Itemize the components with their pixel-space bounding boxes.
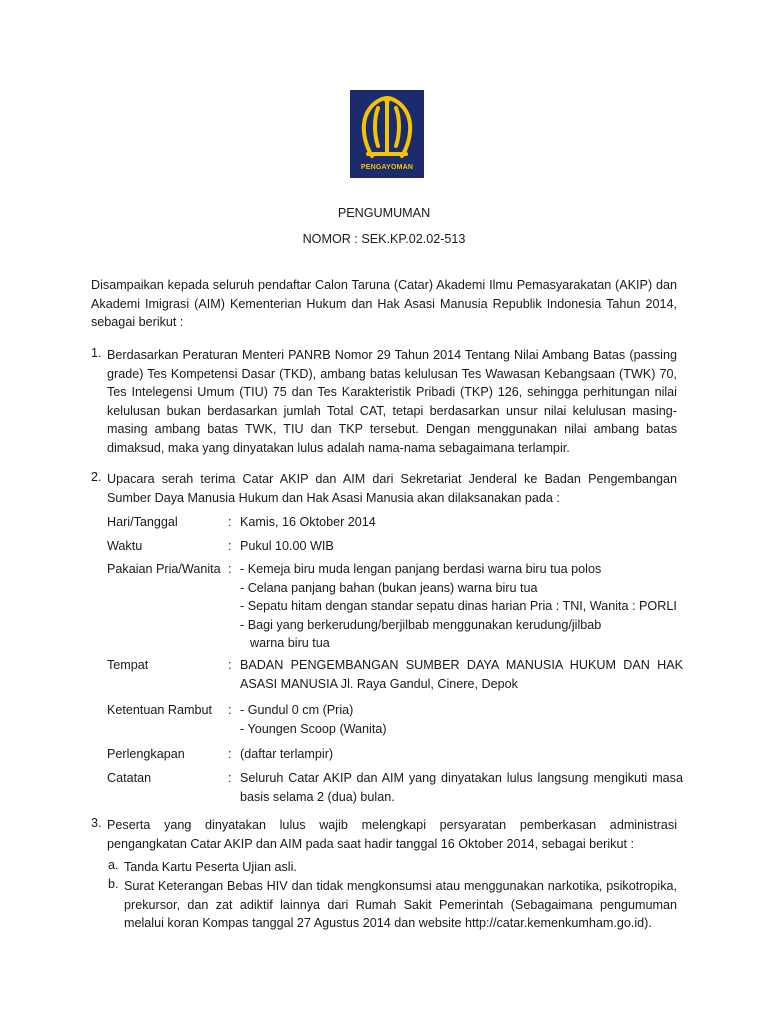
detail-colon: :	[228, 658, 232, 672]
hair-item: - Gundul 0 cm (Pria)	[240, 703, 354, 717]
detail-value: BADAN PENGEMBANGAN SUMBER DAYA MANUSIA HUKUM DAN HAK ASASI MANUSIA Jl. Raya Gandul, Cinere, Depok	[240, 658, 683, 691]
item-3-text: Peserta yang dinyatakan lulus wajib melengkapi persyaratan pemberkasan administrasi pengangkatan Catar AKIP dan AIM pada saat hadir tanggal 16 Oktober 2014, sebagai berikut :	[107, 818, 677, 851]
detail-colon: :	[228, 703, 232, 717]
detail-colon: :	[228, 515, 232, 529]
document-title: PENGUMUMAN	[337, 206, 431, 220]
clothing-item: - Celana panjang bahan (bukan jeans) warna biru tua	[240, 580, 538, 595]
detail-colon: :	[228, 771, 232, 785]
detail-colon: :	[228, 562, 232, 576]
clothing-item: - Bagi yang berkerudung/berjilbab menggunakan kerudung/jilbab	[240, 617, 602, 632]
item-number: 3.	[91, 816, 102, 830]
clothing-item: - Sepatu hitam dengan standar sepatu dinas harian Pria : TNI, Wanita : PORLI	[240, 599, 677, 613]
detail-label: Ketentuan Rambut	[107, 703, 213, 717]
detail-label: Hari/Tanggal	[107, 515, 178, 529]
detail-label: Catatan	[107, 771, 152, 785]
requirement-text: Tanda Kartu Peserta Ujian asli.	[124, 860, 297, 874]
detail-label: Perlengkapan	[107, 747, 185, 761]
intro-paragraph: Disampaikan kepada seluruh pendaftar Calon Taruna (Catar) Akademi Ilmu Pemasyarakatan (AKIP) dan Akademi Imigrasi (AIM) Kementerian Hukum dan Hak Asasi Manusia Republik Indonesia Tahun 2014, sebagai berikut :	[91, 278, 677, 329]
detail-value: Kamis, 16 Oktober 2014	[240, 515, 376, 529]
detail-label: Waktu	[107, 539, 143, 553]
pengayoman-logo	[350, 90, 424, 178]
detail-label: Tempat	[107, 658, 149, 672]
requirement-text: Surat Keterangan Bebas HIV dan tidak mengkonsumsi atau menggunakan narkotika, psikotropika, prekursor, dan zat adiktif lainnya dari Rumah Sakit Pemerintah (Sebagaimana pengumuman melalui koran Kompas tanggal 27 Agustus 2014 dan website http://catar.kemenkumham.go.id).	[124, 879, 677, 930]
hair-list	[240, 701, 683, 738]
detail-colon: :	[228, 747, 232, 761]
detail-colon: :	[228, 539, 232, 553]
detail-value: (daftar terlampir)	[240, 747, 334, 761]
logo-text: PENGAYOMAN	[360, 164, 414, 171]
requirement-letter: b.	[108, 877, 119, 891]
item-number: 1.	[91, 346, 102, 360]
requirement-letter: a.	[108, 858, 119, 872]
clothing-list	[240, 560, 683, 653]
document-number: NOMOR : SEK.KP.02.02-513	[302, 232, 466, 246]
item-1-text: Berdasarkan Peraturan Menteri PANRB Nomor 29 Tahun 2014 Tentang Nilai Ambang Batas (passing grade) Tes Kompetensi Dasar (TKD), ambang batas kelulusan Tes Wawasan Kebangsaan (TWK) 70, Tes Intelegensi Umum (TIU) 75 dan Tes Karakteristik Pribadi (TKP) 126, sehingga perhitungan nilai kelulusan bukan berdasarkan jumlah Total CAT, tetapi berdasarkan unsur nilai kelulusan masing-masing ambang batas TWK, TIU dan TKP tersebut. Dengan menggunakan nilai ambang batas dimaksud, maka yang dinyatakan lulus adalah nama-nama sebagaimana terlampir.	[107, 348, 677, 455]
hair-item: - Youngen Scoop (Wanita)	[240, 721, 387, 736]
clothing-item: - Kemeja biru muda lengan panjang berdasi warna biru tua polos	[240, 562, 602, 576]
detail-value: Pukul 10.00 WIB	[240, 539, 334, 553]
item-number: 2.	[91, 470, 102, 484]
clothing-item: warna biru tua	[250, 636, 330, 650]
detail-value: Seluruh Catar AKIP dan AIM yang dinyatakan lulus langsung mengikuti masa basis selama 2 (dua) bulan.	[240, 771, 683, 804]
item-2-text: Upacara serah terima Catar AKIP dan AIM dari Sekretariat Jenderal ke Badan Pengembangan Sumber Daya Manusia Hukum dan Hak Asasi Manusia akan dilaksanakan pada :	[107, 472, 677, 505]
detail-label: Pakaian Pria/Wanita	[107, 562, 221, 576]
